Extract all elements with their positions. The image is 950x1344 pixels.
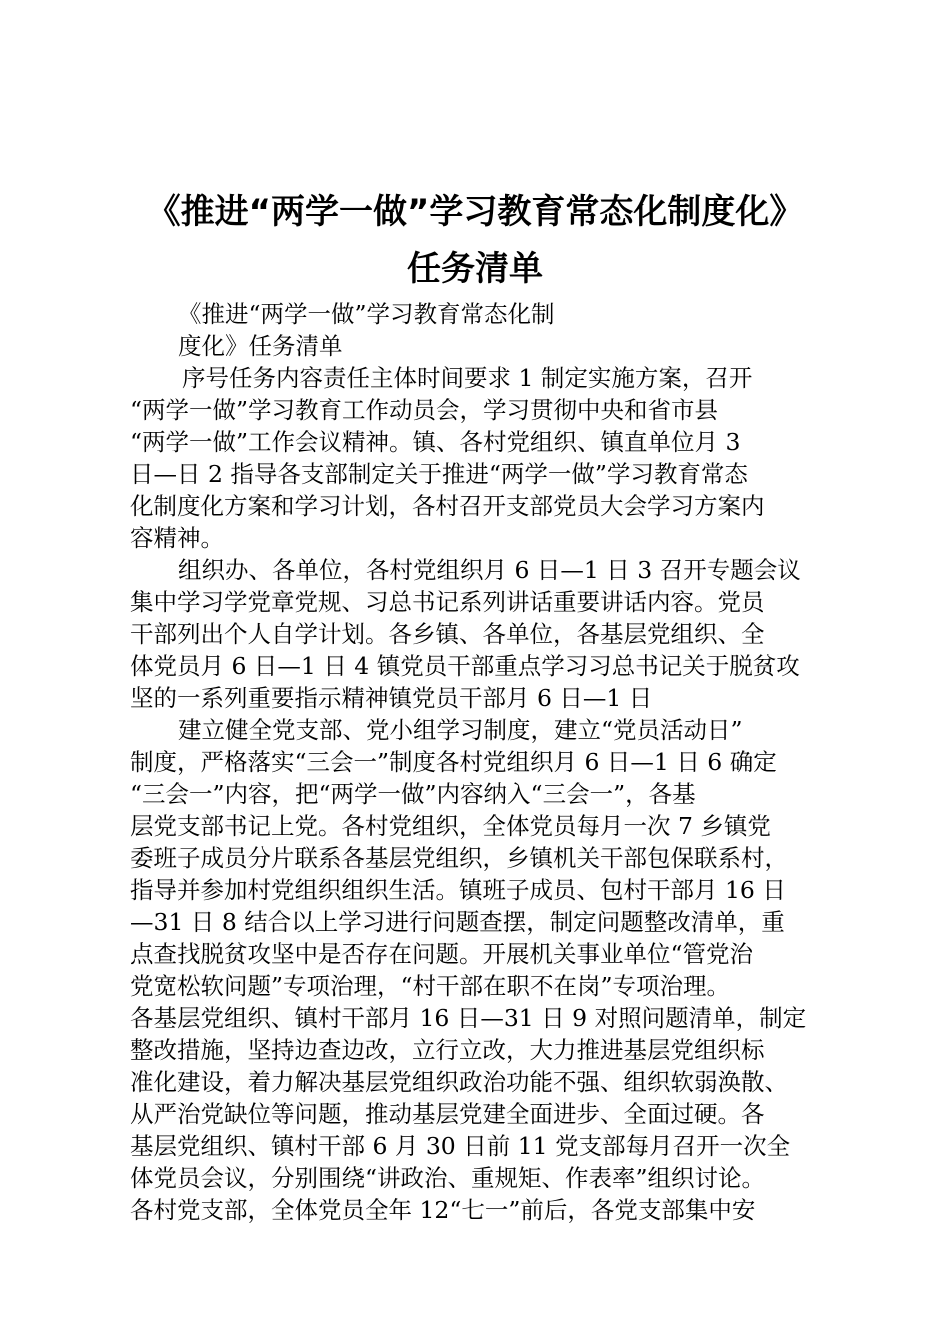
body-line: 准化建设，着力解决基层党组织政治功能不强、组织软弱涣散、 <box>130 1068 788 1096</box>
body-line: 干部列出个人自学计划。各乡镇、各单位，各基层党组织、全 <box>130 620 765 648</box>
body-line: 度化》任务清单 <box>178 332 343 360</box>
body-line: 各村党支部，全体党员全年 12“七一”前后，各党支部集中安 <box>130 1196 756 1224</box>
body-line: 坚的一系列重要指示精神镇党员干部月 6 日—1 日 <box>130 684 653 712</box>
body-line: 从严治党缺位等问题，推动基层党建全面进步、全面过硬。各 <box>130 1100 765 1128</box>
body-line: 指导并参加村党组织组织生活。镇班子成员、包村干部月 16 日 <box>130 876 786 904</box>
document-title-line-2: 任务清单 <box>407 249 543 289</box>
body-line: “两学一做”工作会议精神。镇、各村党组织、镇直单位月 3 <box>130 428 741 456</box>
body-line: 日—日 2 指导各支部制定关于推进“两学一做”学习教育常态 <box>130 460 748 488</box>
body-line: 制度，严格落实“三会一”制度各村党组织月 6 日—1 日 6 确定 <box>130 748 777 776</box>
body-line: 建立健全党支部、党小组学习制度，建立“党员活动日” <box>178 716 743 744</box>
body-line: 委班子成员分片联系各基层党组织，乡镇机关干部包保联系村， <box>130 844 788 872</box>
document-title-line-1: 《推进“两学一做”学习教育常态化制度化》 <box>146 192 804 232</box>
body-line: 《推进“两学一做”学习教育常态化制 <box>178 300 555 328</box>
body-line: 集中学习学党章党规、习总书记系列讲话重要讲话内容。党员 <box>130 588 765 616</box>
body-line: 容精神。 <box>130 524 224 552</box>
body-line: 组织办、各单位，各村党组织月 6 日—1 日 3 召开专题会议 <box>178 556 801 584</box>
body-line: 层党支部书记上党。各村党组织，全体党员每月一次 7 乡镇党 <box>130 812 771 840</box>
body-line: 序号任务内容责任主体时间要求 1 制定实施方案，召开 <box>182 364 753 392</box>
document-body <box>130 298 856 1226</box>
body-line: 化制度化方案和学习计划，各村召开支部党员大会学习方案内 <box>130 492 765 520</box>
body-line: —31 日 8 结合以上学习进行问题查摆，制定问题整改清单，重 <box>130 908 785 936</box>
body-line: 各基层党组织、镇村干部月 16 日—31 日 9 对照问题清单，制定 <box>130 1004 807 1032</box>
body-line: 党宽松软问题”专项治理，“村干部在职不在岗”专项治理。 <box>130 972 731 1000</box>
body-line: 体党员会议，分别围绕“讲政治、重规矩、作表率”组织讨论。 <box>130 1164 766 1192</box>
body-line: 整改措施，坚持边查边改，立行立改，大力推进基层党组织标 <box>130 1036 765 1064</box>
body-line: “三会一”内容，把“两学一做”内容纳入“三会一”，各基 <box>130 780 696 808</box>
body-line: 基层党组织、镇村干部 6 月 30 日前 11 党支部每月召开一次全 <box>130 1132 791 1160</box>
body-line: “两学一做”学习教育工作动员会，学习贯彻中央和省市县 <box>130 396 719 424</box>
body-line: 体党员月 6 日—1 日 4 镇党员干部重点学习习总书记关于脱贫攻 <box>130 652 800 680</box>
body-line: 点查找脱贫攻坚中是否存在问题。开展机关事业单位“管党治 <box>130 940 754 968</box>
